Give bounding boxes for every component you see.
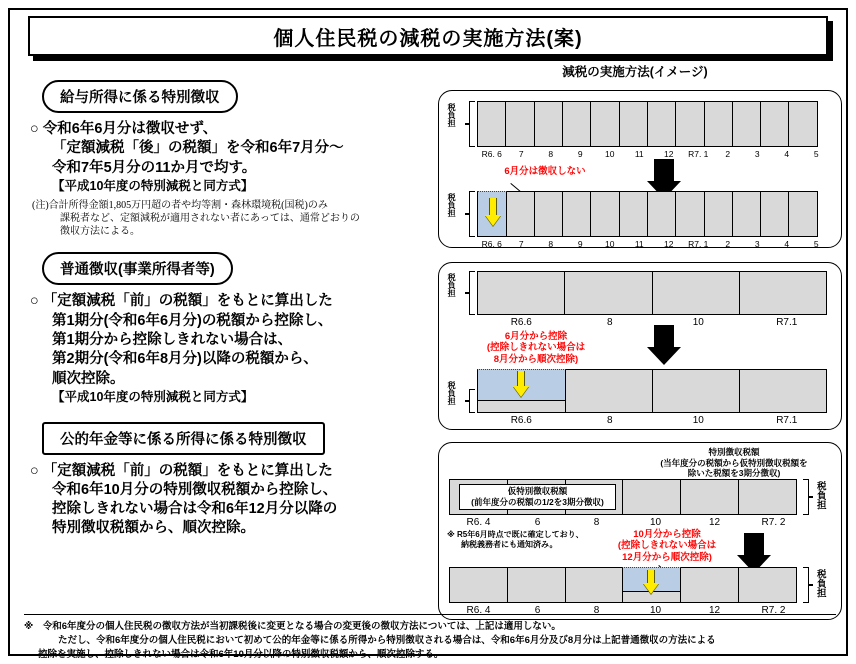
section-3-line-1: 「定額減税「前」の税額」をもとに算出した	[42, 462, 333, 479]
section-3-line-2: 令和6年10月分の特別徴収税額から控除し、	[52, 481, 338, 498]
axis-tick: 3	[754, 149, 760, 159]
section-1-note	[32, 199, 424, 238]
bar-cell	[732, 191, 762, 237]
section-1-line-3: 令和7年5月分の11か月で均す。	[52, 159, 257, 176]
section-heading-3: 公的年金等に係る所得に係る特別徴収	[42, 422, 325, 455]
bar-cell	[507, 567, 566, 603]
bar-cell	[647, 191, 677, 237]
footer-line-3: 控除を実施し、控除しきれない場合は令和6年10月分以降の特別徴収税額から、順次控除する。	[38, 648, 444, 660]
left-content-column	[24, 80, 424, 543]
bar-cell	[622, 479, 681, 515]
bar-cell	[562, 191, 592, 237]
axis-tick: 11	[634, 149, 644, 159]
diagram2-annotation-line-3: 8月分から順次控除)	[493, 353, 579, 365]
section-body-1	[30, 120, 424, 194]
axis-tick: R7. 1	[688, 239, 709, 249]
axis-tick: R6. 6	[481, 239, 502, 249]
bar-cell	[505, 191, 535, 237]
diagram1-before-ticks	[477, 149, 831, 159]
section-1-note-line-2: 課税者など、定額減税が適用されない者にあっては、通常どおりの	[60, 213, 360, 225]
bar-cell	[534, 191, 564, 237]
axis-tick: 10	[692, 317, 704, 328]
axis-tick: R6. 4	[466, 517, 491, 528]
axis-tick: 6	[534, 605, 541, 616]
bar-cell	[788, 101, 818, 147]
diagram3-before-bracket-tick	[808, 496, 813, 498]
bar-cell	[739, 271, 828, 315]
axis-tick: 5	[813, 149, 819, 159]
axis-tick: 7	[518, 239, 524, 249]
section-2-bracket: 【平成10年度の特別減税と同方式】	[52, 389, 254, 404]
bar-cell	[680, 567, 739, 603]
section-2-line-2: 第1期分(令和6年6月分)の税額から控除し、	[52, 312, 333, 329]
bar-cell	[788, 191, 818, 237]
diagram3-note-line-1: ※ R5年6月時点で既に確定しており、	[447, 530, 584, 539]
footer-line-1: ※ 令和6年度分の個人住民税の徴収方法が当初課税後に変更となる場合の変更後の徴収方法については、上記は適用しない。	[24, 621, 561, 632]
diagram3-header	[629, 447, 839, 479]
bar-cell	[732, 101, 762, 147]
deduction-arrow-down-icon	[485, 198, 501, 232]
bar-cell	[760, 101, 790, 147]
bar-cell	[652, 271, 741, 315]
axis-tick: R6.6	[510, 415, 532, 426]
axis-tick: 12	[708, 517, 721, 528]
diagram-ordinary-collection	[438, 262, 842, 430]
axis-tick: R6.6	[510, 317, 532, 328]
axis-tick: 12	[708, 605, 721, 616]
diagram2-before-bar	[477, 271, 827, 315]
diagram3-after-bracket-tick	[808, 584, 813, 586]
bar-cell	[590, 191, 620, 237]
bar-cell	[590, 101, 620, 147]
bar-cell	[675, 101, 705, 147]
bar-cell	[760, 191, 790, 237]
axis-tick: 8	[593, 605, 600, 616]
axis-tick: 8	[606, 317, 613, 328]
deduction-arrow-down-icon	[513, 371, 529, 401]
axis-tick: 5	[813, 239, 819, 249]
section-2-line-4: 第2期分(令和6年8月分)以降の税額から、	[52, 351, 318, 368]
axis-tick: 10	[605, 239, 615, 249]
section-2-line-3: 第1期分から控除しきれない場合は、	[52, 332, 293, 349]
bar-cell	[564, 271, 653, 315]
bar-cell	[477, 101, 507, 147]
bar-cell	[564, 369, 653, 413]
diagram1-before-bracket-tick	[465, 123, 470, 125]
axis-tick: R7. 2	[761, 605, 786, 616]
bar-cell	[704, 191, 734, 237]
diagram2-annotation-line-2: (控除しきれない場合は	[486, 342, 586, 354]
section-3-line-3: 控除しきれない場合は令和6年12月分以降の	[52, 501, 338, 518]
diagram3-header-line-2: (当年度分の税額から仮特別徴収税額を	[660, 457, 808, 468]
axis-tick: R6. 6	[481, 149, 502, 159]
diagram3-annotation	[587, 529, 747, 563]
axis-tick: 6	[534, 517, 541, 528]
axis-tick: R6. 4	[466, 605, 491, 616]
diagram2-before-bracket-tick	[465, 292, 470, 294]
remaining-tax-bar	[477, 400, 566, 413]
section-1-line-2: 「定額減税「後」の税額」を令和6年7月分～	[52, 140, 344, 157]
axis-tick: 10	[692, 415, 704, 426]
axis-tick: 8	[606, 415, 613, 426]
axis-tick: R7. 1	[688, 149, 709, 159]
bar-cell	[562, 101, 592, 147]
diagram2-after-bracket-tick	[465, 400, 470, 402]
section-heading-2: 普通徴収(事業所得者等)	[42, 252, 233, 285]
diagram1-annotation: 6月分は徴収しない	[504, 166, 586, 177]
diagram-pension-collection	[438, 442, 842, 620]
axis-tick: 9	[577, 149, 583, 159]
bar-cell	[619, 191, 649, 237]
section-2-line-1: 「定額減税「前」の税額」をもとに算出した	[42, 293, 333, 310]
diagram2-after-axis-label: 税負担	[447, 381, 457, 405]
axis-tick: 8	[548, 149, 554, 159]
diagram-section-header: 減税の実施方法(イメージ)	[562, 65, 708, 79]
section-1-note-line-3: 徴収方法による。	[60, 226, 140, 238]
diagram1-after-axis-label: 税負担	[447, 193, 457, 217]
axis-tick: 2	[725, 239, 731, 249]
bullet-marker-3: ○	[30, 462, 39, 479]
diagram2-annotation	[461, 331, 611, 365]
axis-tick: 2	[725, 149, 731, 159]
axis-tick: R7.1	[776, 415, 798, 426]
page-frame	[8, 8, 848, 660]
page-title: 個人住民税の減税の実施方法(案)	[273, 27, 583, 50]
diagram1-before-bar	[477, 101, 818, 147]
bar-cell	[505, 101, 535, 147]
section-1-note-line-1: (注)合計所得金額1,805万円超の者や均等割・森林環境税(国税)のみ	[32, 200, 328, 212]
bar-cell	[619, 101, 649, 147]
axis-tick: R7. 2	[761, 517, 786, 528]
footer-line-2: ただし、令和6年度分の個人住民税において初めて公的年金等に係る所得から特別徴収される場合は、令和6年6月分及び8月分は上記普通徴収の方法による	[58, 634, 716, 646]
section-1-bracket: 【平成10年度の特別減税と同方式】	[52, 178, 254, 193]
bullet-marker-2: ○	[30, 293, 39, 310]
provisional-tax-label-2: (前年度分の税額の1/2を3期分徴収)	[471, 497, 604, 507]
diagram2-annotation-line-1: 6月分から控除	[504, 331, 568, 342]
bar-cell	[534, 101, 564, 147]
bar-cell-deducted	[622, 567, 681, 603]
axis-tick: 8	[548, 239, 554, 249]
bar-cell	[647, 101, 677, 147]
section-1-line-1: 令和6年6月分は徴収せず、	[42, 121, 218, 137]
axis-tick: 4	[784, 239, 790, 249]
provisional-tax-box	[459, 484, 616, 510]
title-banner	[28, 16, 828, 56]
diagram2-after-ticks	[477, 415, 831, 426]
diagram1-after-bracket-tick	[465, 213, 470, 215]
section-heading-1: 給与所得に係る特別徴収	[42, 80, 238, 113]
bar-cell	[738, 479, 797, 515]
axis-tick: 4	[784, 149, 790, 159]
bar-cell	[652, 369, 741, 413]
diagram3-before-axis-label: 税負担	[814, 481, 826, 510]
bar-cell	[704, 101, 734, 147]
diagram2-before-axis-label: 税負担	[447, 273, 457, 297]
axis-tick: 7	[518, 149, 524, 159]
section-3-line-4: 特別徴収税額から、順次控除。	[52, 520, 255, 537]
section-pension-special-collection	[24, 422, 424, 539]
section-body-3	[30, 462, 424, 539]
bar-cell-deducted	[477, 369, 566, 413]
bar-cell	[738, 567, 797, 603]
bar-cell	[739, 369, 828, 413]
axis-tick: 8	[593, 517, 600, 528]
transition-arrow-down-icon	[647, 325, 681, 365]
diagram3-after-bar	[449, 567, 797, 603]
axis-tick: 12	[664, 239, 674, 249]
diagram1-after-bar	[477, 191, 818, 237]
axis-tick: 3	[754, 239, 760, 249]
diagram1-before-axis-label: 税負担	[447, 103, 457, 127]
title-box	[28, 16, 828, 56]
axis-tick: 10	[649, 605, 662, 616]
diagram2-after-bar	[477, 369, 827, 413]
diagram3-annotation-line-2: (控除しきれない場合は	[617, 540, 717, 552]
section-ordinary-collection	[24, 252, 424, 405]
diagram3-annotation-line-1: 10月分から控除	[633, 529, 701, 540]
axis-tick: 10	[605, 149, 615, 159]
bar-cell-exempt	[477, 191, 507, 237]
axis-tick: 12	[664, 149, 674, 159]
diagram3-after-axis-label: 税負担	[814, 569, 826, 598]
diagram1-after-ticks	[477, 239, 831, 249]
bar-cell	[477, 271, 566, 315]
diagram3-before-ticks	[449, 517, 803, 528]
diagram3-header-line-1: 特別徴収税額	[708, 447, 760, 457]
bar-cell	[680, 479, 739, 515]
axis-tick: 11	[634, 239, 644, 249]
bar-cell	[565, 567, 624, 603]
axis-tick: R7.1	[776, 317, 798, 328]
footer-note	[24, 614, 836, 661]
bullet-marker-1: ○	[30, 121, 39, 137]
axis-tick: 10	[649, 517, 662, 528]
deduction-arrow-down-icon	[643, 570, 659, 596]
bar-cell	[675, 191, 705, 237]
axis-tick: 9	[577, 239, 583, 249]
section-body-2	[30, 292, 424, 405]
diagram-salary-collection	[438, 90, 842, 248]
diagram3-header-line-3: 除いた税額を3期分徴収)	[687, 468, 781, 479]
bar-cell	[449, 567, 508, 603]
section-2-line-5: 順次控除。	[52, 370, 125, 387]
provisional-tax-label-1: 仮特別徴収税額	[507, 486, 568, 497]
diagram3-annotation-line-3: 12月分から順次控除)	[622, 551, 712, 563]
section-salary-special-collection	[24, 80, 424, 238]
diagram3-note-line-2: 納税義務者にも通知済み。	[461, 540, 558, 550]
